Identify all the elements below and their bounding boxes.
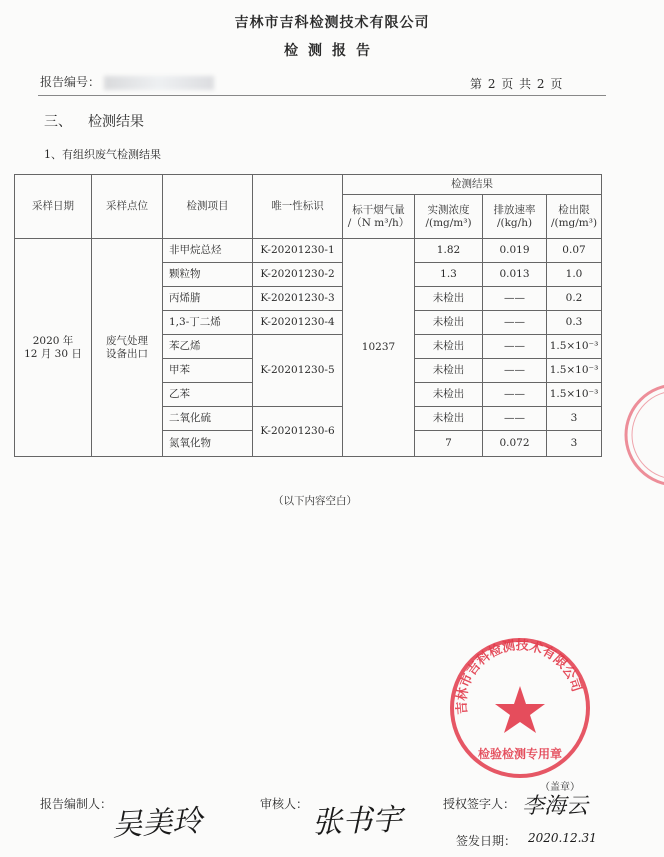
signer-label: 授权签字人： <box>443 797 516 811</box>
section-subtitle: 1、有组织废气检测结果 <box>44 148 161 161</box>
conc-cell: 1.3 <box>415 263 483 287</box>
limit-cell: 3 <box>547 407 602 431</box>
item-cell: 非甲烷总烃 <box>163 239 253 263</box>
conc-cell: 未检出 <box>415 335 483 359</box>
limit-cell: 1.5×10⁻³ <box>547 359 602 383</box>
id-cell: K-20201230-2 <box>253 263 343 287</box>
rate-cell: —— <box>483 335 547 359</box>
id-cell: K-20201230-5 <box>253 335 343 407</box>
seal-text: 吉林市吉科检测技术有限公司 <box>454 638 584 716</box>
seal-bottom-text: 检验检测专用章 <box>477 747 563 761</box>
company-seal-icon <box>446 634 594 782</box>
conc-cell: 未检出 <box>415 359 483 383</box>
limit-cell: 0.07 <box>547 239 602 263</box>
section-heading <box>44 111 144 131</box>
item-cell: 苯乙烯 <box>163 335 253 359</box>
header-limit: 检出限 /(mg/m³) <box>547 195 602 239</box>
header-id: 唯一性标识 <box>253 175 343 239</box>
redacted-number <box>104 76 214 90</box>
limit-cell: 1.0 <box>547 263 602 287</box>
limit-cell: 3 <box>547 431 602 457</box>
header-results: 检测结果 <box>343 175 602 195</box>
conc-cell: 未检出 <box>415 311 483 335</box>
conc-cell: 7 <box>415 431 483 457</box>
limit-cell: 0.3 <box>547 311 602 335</box>
item-cell: 1,3-丁二烯 <box>163 311 253 335</box>
report-number-label: 报告编号： <box>40 75 101 89</box>
page-info: 第 2 页 共 2 页 <box>470 77 564 91</box>
header-date: 采样日期 <box>15 175 92 239</box>
reviewer-signature: 张书宇 <box>311 802 403 841</box>
conc-cell: 未检出 <box>415 287 483 311</box>
rate-cell: —— <box>483 287 547 311</box>
issue-date-label: 签发日期： <box>456 834 517 848</box>
section-number: 三、 <box>44 114 72 130</box>
results-table <box>14 174 602 457</box>
header-flow: 标干烟气量 /（N m³/h） <box>343 195 415 239</box>
compiler-label: 报告编制人： <box>40 797 113 811</box>
header-divider <box>38 95 606 96</box>
header-rate: 排放速率 /(kg/h) <box>483 195 547 239</box>
conc-cell: 1.82 <box>415 239 483 263</box>
section-title: 检测结果 <box>88 114 144 130</box>
rate-cell: 0.072 <box>483 431 547 457</box>
header-point: 采样点位 <box>92 175 163 239</box>
sample-date: 2020 年 12 月 30 日 <box>15 239 92 457</box>
id-cell: K-20201230-1 <box>253 239 343 263</box>
header-conc: 实测浓度 /(mg/m³) <box>415 195 483 239</box>
item-cell: 二氧化硫 <box>163 407 253 431</box>
limit-cell: 1.5×10⁻³ <box>547 335 602 359</box>
item-cell: 氮氧化物 <box>163 431 253 457</box>
rate-cell: 0.013 <box>483 263 547 287</box>
blank-note: （以下内容空白） <box>273 495 357 507</box>
limit-cell: 0.2 <box>547 287 602 311</box>
item-cell: 丙烯腈 <box>163 287 253 311</box>
sample-point: 废气处理 设备出口 <box>92 239 163 457</box>
table-row <box>15 239 602 263</box>
rate-cell: —— <box>483 359 547 383</box>
company-name: 吉林市吉科检测技术有限公司 <box>234 15 430 31</box>
conc-cell: 未检出 <box>415 383 483 407</box>
header-item: 检测项目 <box>163 175 253 239</box>
issue-date: 2020.12.31 <box>528 831 597 845</box>
flow-cell: 10237 <box>343 239 415 457</box>
conc-cell: 未检出 <box>415 407 483 431</box>
report-number <box>40 73 214 90</box>
rate-cell: —— <box>483 311 547 335</box>
partial-seal-icon <box>618 380 664 490</box>
item-cell: 甲苯 <box>163 359 253 383</box>
rate-cell: —— <box>483 407 547 431</box>
item-cell: 颗粒物 <box>163 263 253 287</box>
item-cell: 乙苯 <box>163 383 253 407</box>
report-title: 检测报告 <box>284 43 380 59</box>
limit-cell: 1.5×10⁻³ <box>547 383 602 407</box>
id-cell: K-20201230-4 <box>253 311 343 335</box>
signer-signature: 李海云 <box>522 794 589 819</box>
reviewer-label: 审核人： <box>260 797 309 811</box>
id-cell: K-20201230-3 <box>253 287 343 311</box>
id-cell: K-20201230-6 <box>253 407 343 457</box>
stamp-note: （盖章） <box>540 782 580 793</box>
rate-cell: 0.019 <box>483 239 547 263</box>
compiler-signature: 吴美玲 <box>111 803 204 844</box>
rate-cell: —— <box>483 383 547 407</box>
